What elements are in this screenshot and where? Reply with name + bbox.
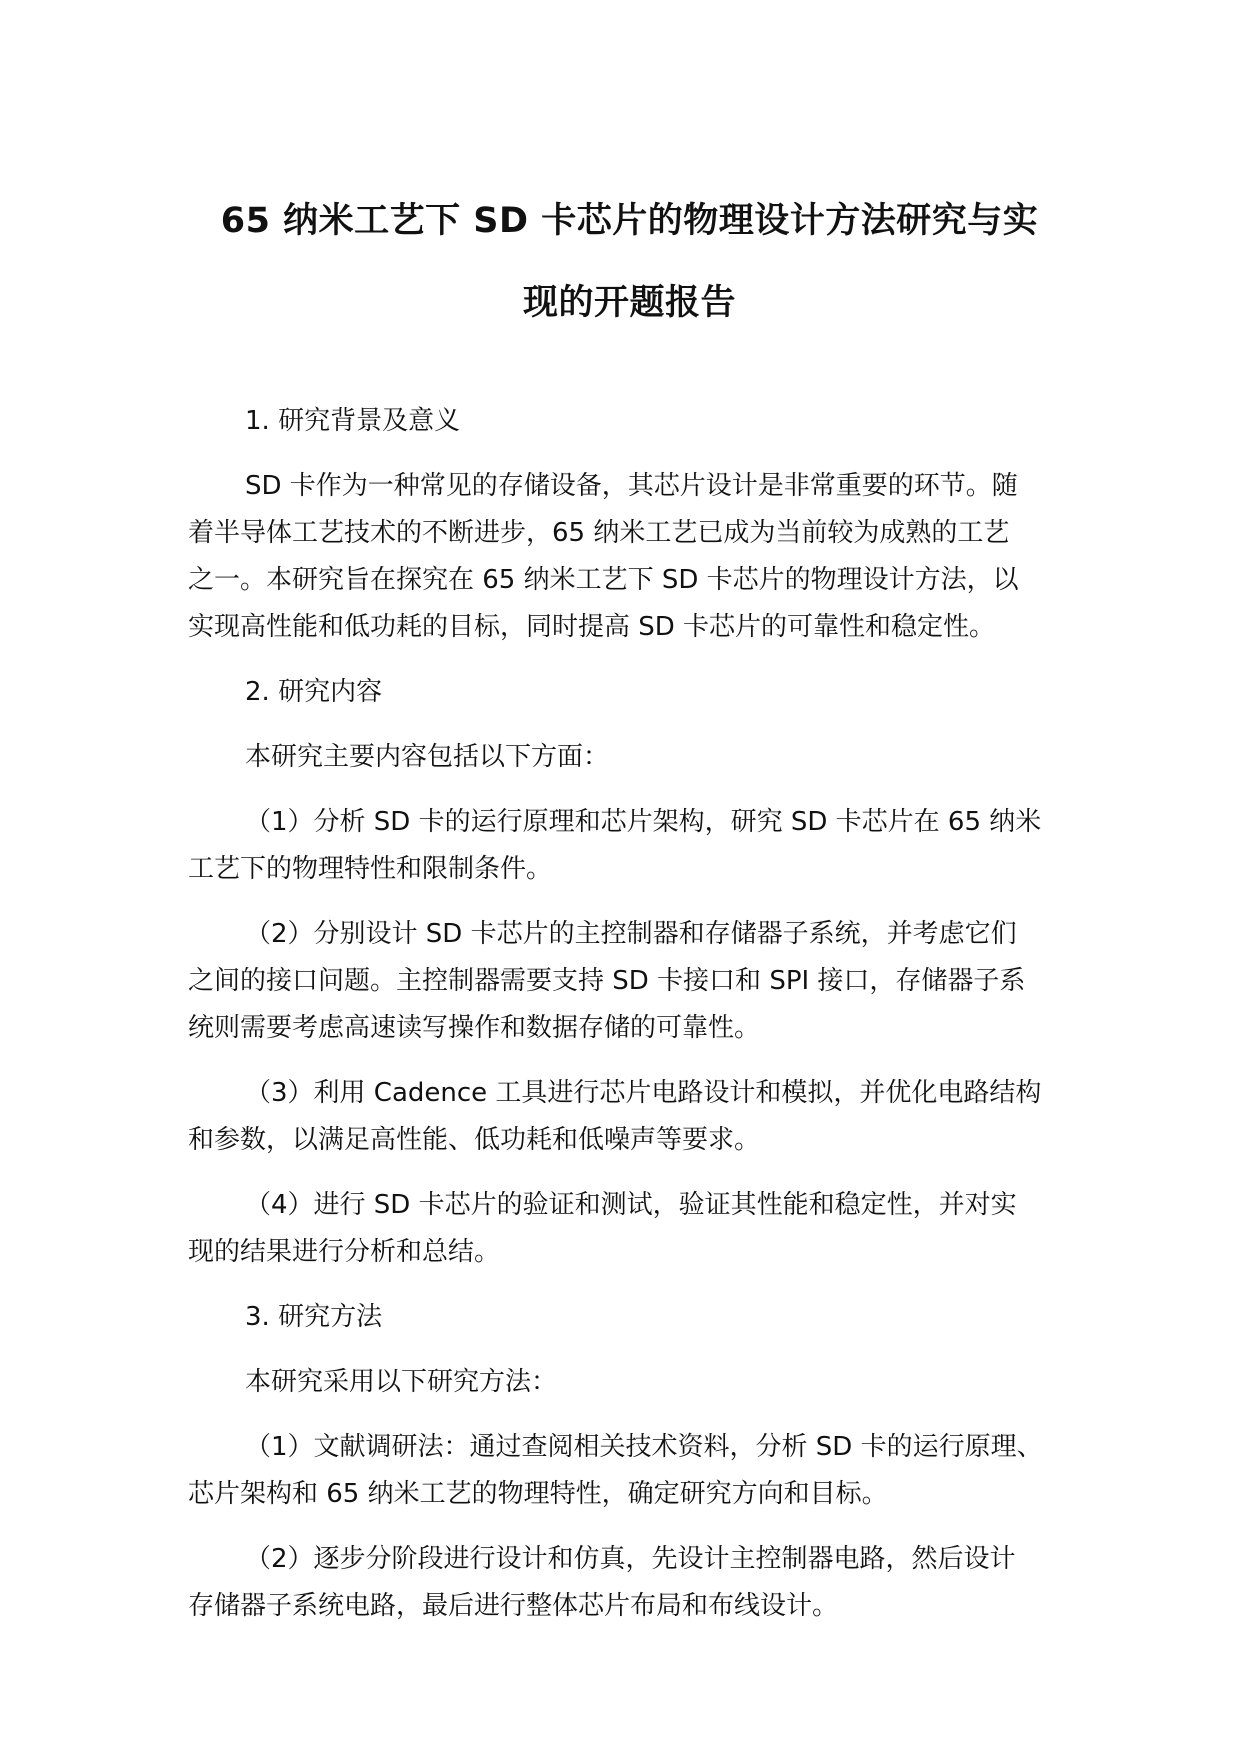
document-title [188,180,1071,344]
document-body [188,398,1071,1630]
list-item-method-1 [188,1424,1071,1518]
list-item-method-2 [188,1536,1071,1630]
section-heading-background [188,398,1071,445]
paragraph-content-intro [188,734,1071,781]
paragraph-line: 现的结果进行分析和总结。 [188,1237,501,1267]
paragraph-line: 之间的接口问题。主控制器需要支持 SD 卡接口和 SPI 接口，存储器子系 [188,966,1026,996]
list-item-content-3 [188,1070,1071,1164]
list-item-content-1 [188,799,1071,893]
list-item-content-4 [188,1182,1071,1276]
paragraph-line: 和参数，以满足高性能、低功耗和低噪声等要求。 [188,1125,761,1155]
section-heading-content [188,669,1071,716]
paragraph-line: 3. 研究方法 [245,1302,383,1332]
paragraph-line: 实现高性能和低功耗的目标，同时提高 SD 卡芯片的可靠性和稳定性。 [188,612,996,642]
paragraph-line: 本研究采用以下研究方法： [245,1367,558,1397]
paragraph-line: （4）进行 SD 卡芯片的验证和测试，验证其性能和稳定性，并对实 [245,1190,1017,1220]
paragraph-line: 着半导体工艺技术的不断进步，65 纳米工艺已成为当前较为成熟的工艺 [188,518,1010,548]
paragraph-line: 存储器子系统电路，最后进行整体芯片布局和布线设计。 [188,1591,839,1621]
title-line: 现的开题报告 [522,283,736,323]
paragraph-line: （3）利用 Cadence 工具进行芯片电路设计和模拟，并优化电路结构 [245,1078,1042,1108]
paragraph-methods-intro [188,1359,1071,1406]
paragraph-line: 芯片架构和 65 纳米工艺的物理特性，确定研究方向和目标。 [188,1479,888,1509]
list-item-content-2 [188,911,1071,1052]
paragraph-line: （1）分析 SD 卡的运行原理和芯片架构，研究 SD 卡芯片在 65 纳米 [245,807,1042,837]
paragraph-line: 之一。本研究旨在探究在 65 纳米工艺下 SD 卡芯片的物理设计方法，以 [188,565,1019,595]
paragraph-line: 工艺下的物理特性和限制条件。 [188,854,553,884]
paragraph-line: 本研究主要内容包括以下方面： [245,742,610,772]
paragraph-background [188,463,1071,651]
paragraph-line: SD 卡作为一种常见的存储设备，其芯片设计是非常重要的环节。随 [245,471,1018,501]
paragraph-line: （2）分别设计 SD 卡芯片的主控制器和存储器子系统，并考虑它们 [245,919,1017,949]
paragraph-line: （1）文献调研法：通过查阅相关技术资料，分析 SD 卡的运行原理、 [245,1432,1043,1462]
paragraph-line: 2. 研究内容 [245,677,383,707]
paragraph-line: 统则需要考虑高速读写操作和数据存储的可靠性。 [188,1013,761,1043]
paragraph-line: （2）逐步分阶段进行设计和仿真，先设计主控制器电路，然后设计 [245,1544,1016,1574]
paragraph-line: 1. 研究背景及意义 [245,406,461,436]
section-heading-methods [188,1294,1071,1341]
title-line: 65 纳米工艺下 SD 卡芯片的物理设计方法研究与实 [220,201,1039,241]
